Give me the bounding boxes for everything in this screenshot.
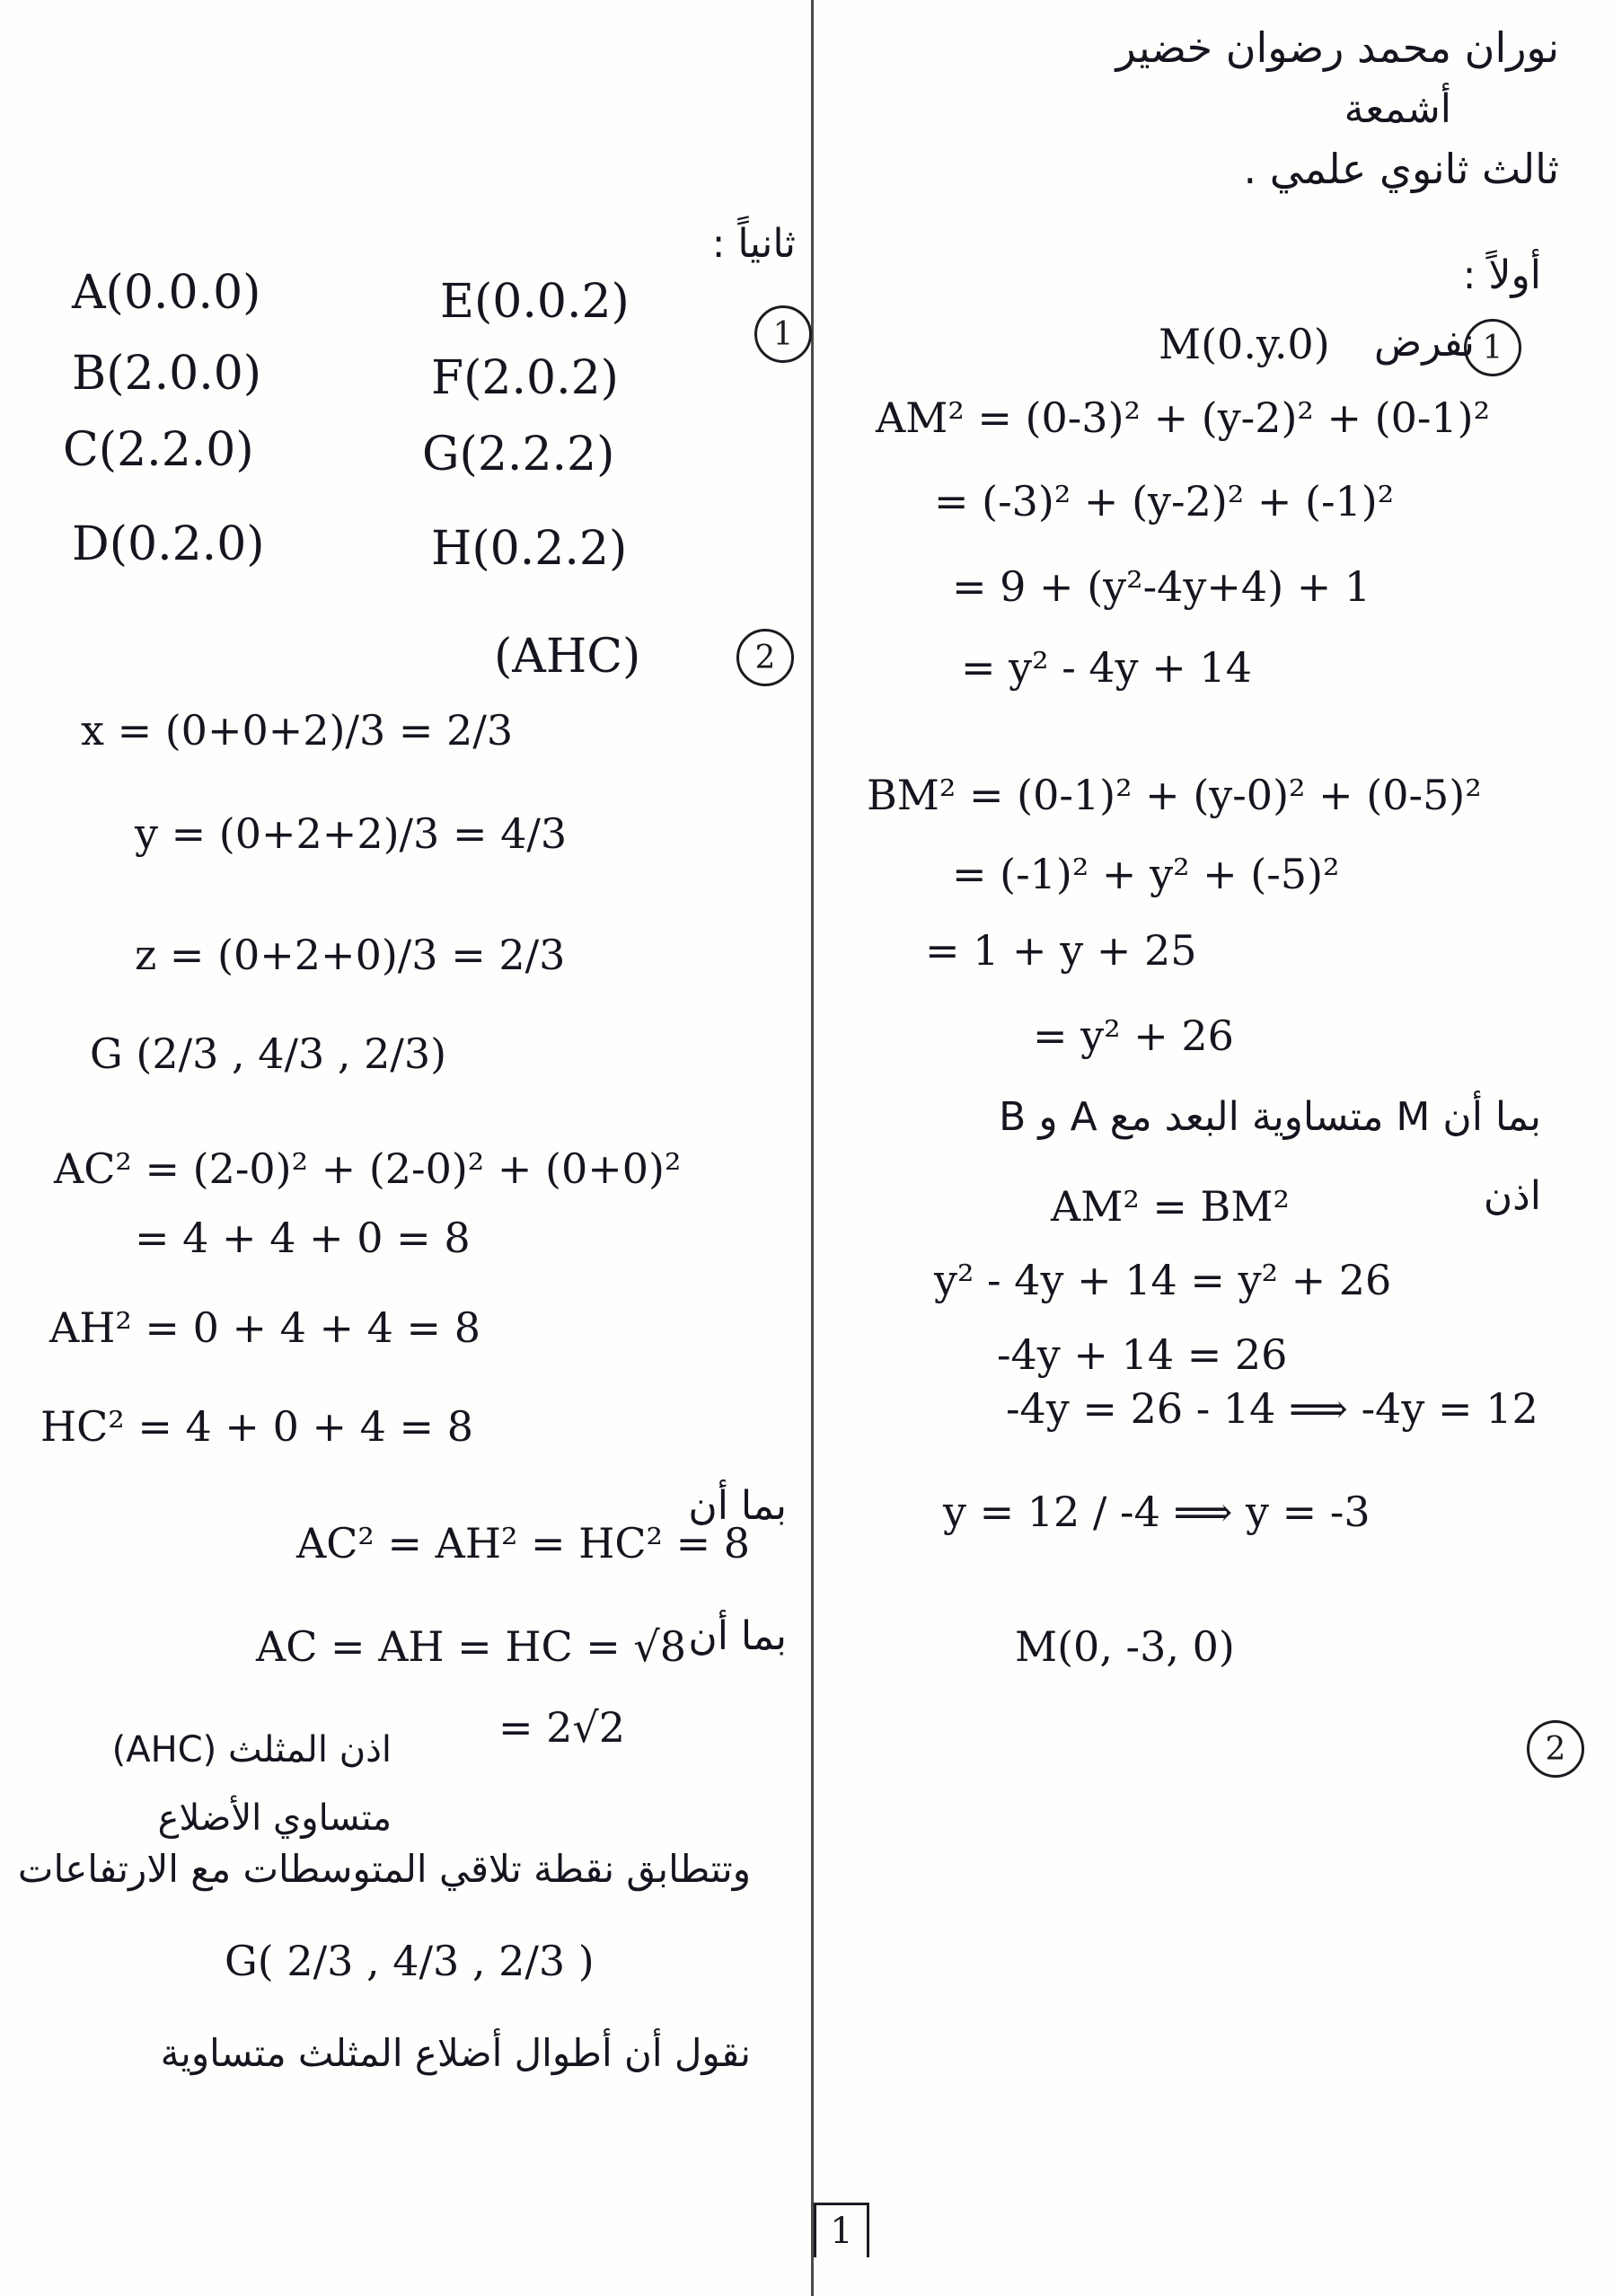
right-q1-point: M(0.y.0) [1159,320,1330,368]
bm-line-0: BM² = (0-1)² + (y-0)² + (0-5)² [867,771,1482,819]
triangle-label: (AHC) [494,630,641,684]
am-line-2: = 9 + (y²-4y+4) + 1 [952,562,1371,611]
point-c: C(2.2.0) [63,423,254,477]
right-section-label: أولاً : [1462,252,1541,298]
student-name: نوران محمد رضوان خضير [1115,23,1559,72]
since2-equation: AC = AH = HC = √8 [256,1622,687,1671]
column-divider [811,0,814,2296]
centroid-y: y = (0+2+2)/3 = 4/3 [135,809,568,858]
conclusion-1: اذن المثلث (AHC) متساوي الأضلاع [111,1729,392,1839]
since1-equation: AC² = AH² = HC² = 8 [296,1519,751,1567]
dist-ah: AH² = 0 + 4 + 4 = 8 [49,1303,480,1352]
am-line-3: = y² - 4y + 14 [961,643,1252,692]
eq-line-3: -4y = 26 - 14 ⟹ -4y = 12 [1006,1384,1538,1433]
left-q1-number: 1 [754,305,812,363]
conclusion-2: وتتطابق نقطة تلاقي المتوسطات مع الارتفاعات [17,1847,751,1891]
eq-line-2: -4y + 14 = 26 [997,1330,1288,1379]
grade-label: ثالث ثانوي علمي . [1243,145,1559,193]
school-name: أشمعة [1344,86,1451,132]
bm-line-2: = 1 + y + 25 [925,926,1197,975]
point-a: A(0.0.0) [72,266,261,320]
am-line-1: = (-3)² + (y-2)² + (-1)² [934,477,1395,525]
point-d: D(0.2.0) [72,517,265,571]
final-point: G( 2/3 , 4/3 , 2/3 ) [225,1937,595,1985]
am-line-0: AM² = (0-3)² + (y-2)² + (0-1)² [876,393,1491,442]
eq-line-4: y = 12 / -4 ⟹ y = -3 [943,1488,1371,1536]
eq-line-1: y² - 4y + 14 = y² + 26 [934,1256,1392,1304]
point-g: G(2.2.2) [422,428,615,481]
conclusion-3: نقول أن أطوال أضلاع المثلث متساوية [160,2031,751,2075]
right-q1-intro: نفرض [1374,320,1475,366]
right-q2-number: 2 [1527,1720,1584,1778]
since1-label: بما أن [688,1483,787,1529]
point-b: B(2.0.0) [72,347,262,401]
left-q2-number: 2 [736,629,794,686]
eq-line-0: AM² = BM² [1051,1182,1290,1231]
right-since-text: بما أن M متساوية البعد مع A و B [999,1094,1541,1140]
point-e: E(0.0.2) [440,275,630,329]
page-number: 1 [814,2203,869,2257]
dist-ac-value: = 4 + 4 + 0 = 8 [135,1214,471,1262]
dist-ac: AC² = (2-0)² + (2-0)² + (0+0)² [54,1144,682,1193]
centroid-point: G (2/3 , 4/3 , 2/3) [90,1029,447,1078]
bm-line-3: = y² + 26 [1033,1011,1234,1060]
centroid-z: z = (0+2+0)/3 = 2/3 [135,931,566,979]
dist-hc: HC² = 4 + 0 + 4 = 8 [40,1402,473,1451]
left-section-label: ثانياً : [711,221,796,267]
sqrt-result: = 2√2 [498,1703,626,1752]
point-f: F(2.0.2) [431,351,619,405]
bm-line-1: = (-1)² + y² + (-5)² [952,850,1340,898]
right-q1-number: 1 [1464,319,1521,376]
since2-label: بما أن [688,1613,787,1659]
right-then: اذن [1483,1173,1541,1219]
centroid-x: x = (0+0+2)/3 = 2/3 [81,706,514,755]
point-h: H(0.2.2) [431,522,628,576]
eq-line-5: M(0, -3, 0) [1015,1622,1235,1671]
